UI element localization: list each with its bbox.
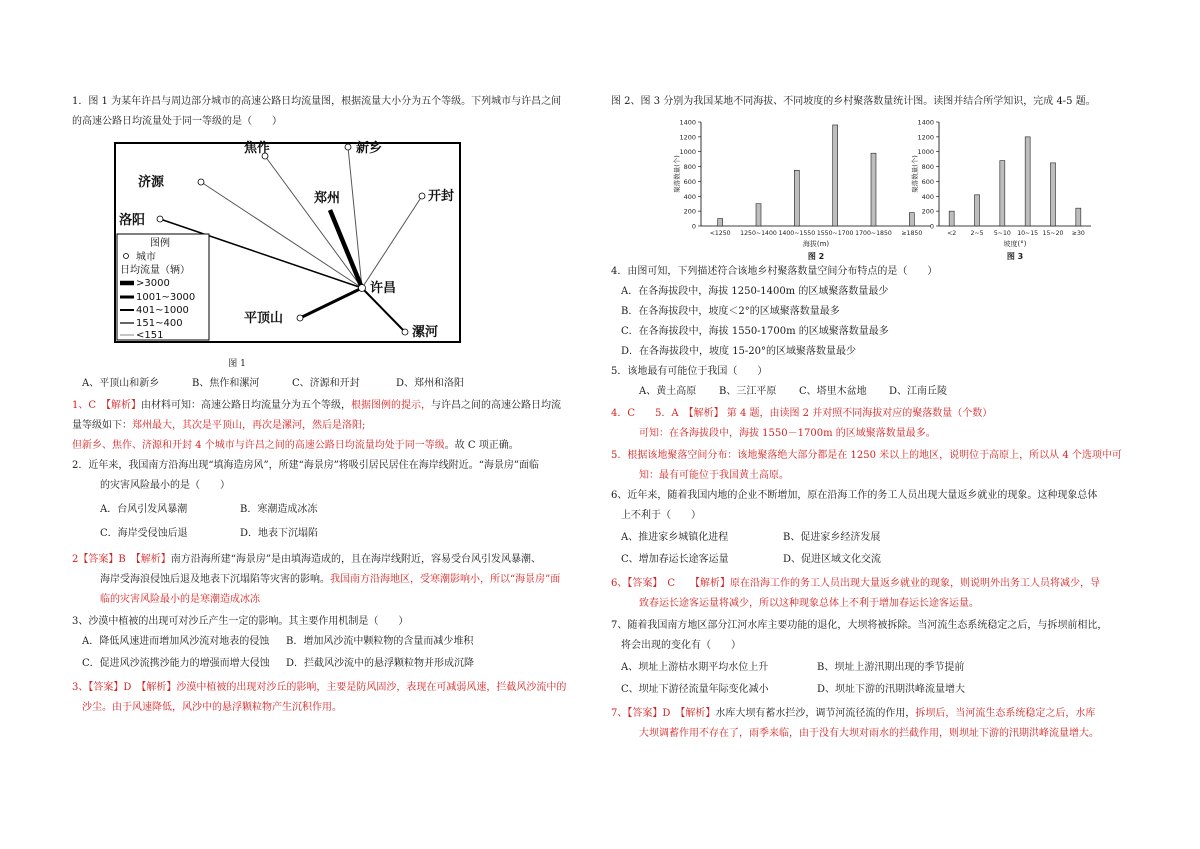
q5-option-b: B、三江平原 [719, 386, 777, 397]
a1-line1: 1、C 【解析】由材料可知：高速公路日均流量分为五个等级，根据图例的提示，与许昌之间的高速公路日均流 [72, 400, 562, 411]
x-tick-label: 5~10 [993, 230, 1011, 237]
figure-1-caption: 图 1 [228, 359, 246, 369]
q7-option-d: D、坝址下游的汛期洪峰流量增大 [817, 684, 966, 695]
x-tick-label: 2~5 [970, 230, 984, 237]
legend-city: 城市 [136, 252, 156, 263]
q3-option-c: C．促进风沙流携沙能力的增强而增大侵蚀 [82, 658, 270, 669]
city-marker-pingdingshan [297, 315, 303, 321]
q3-option-a: A．降低风速进而增加风沙流对地表的侵蚀 [82, 636, 270, 647]
city-marker-luohe [402, 329, 408, 335]
legend-level-4: 151~400 [136, 318, 183, 329]
q2-option-c: C．海岸受侵蚀后退 [100, 528, 188, 539]
q3-stem: 3、沙漠中植被的出现可对沙丘产生一定的影响。其主要作用机制是（ ） [72, 616, 409, 627]
chart-figure-3 [901, 114, 1101, 264]
q1-options [72, 374, 584, 394]
q3-options-row2 [72, 654, 584, 674]
y-axis-label: 聚落数量(个) [673, 155, 681, 193]
label-jiaozuo: 焦作 [244, 141, 271, 156]
q1-option-d: D、郑州和洛阳 [396, 378, 465, 389]
y-tick-label: 800 [921, 163, 934, 172]
bar [1076, 208, 1081, 226]
q2-option-a: A．台风引发风暴潮 [100, 504, 188, 515]
a6-line2: 致春运长途客运量将减少，所以这种现象总体上不利于增加春运长途客运量。 [639, 598, 979, 609]
bar [794, 170, 799, 226]
y-tick-label: 600 [683, 177, 696, 186]
legend-level-3: 401~1000 [136, 305, 189, 316]
label-zhengzhou: 郑州 [314, 191, 341, 206]
bar [975, 195, 980, 226]
q4-option-b: B．在各海拔段中，坡度＜2°的区域聚落数量最多 [621, 306, 840, 317]
label-xuchang: 许昌 [370, 281, 397, 296]
a2-line2: 海岸受海浪侵蚀后退及地表下沉塌陷等灾害的影响。我国南方沿海地区，受寒潮影响小，所以“海景房”面 [100, 574, 561, 585]
a6-line1: 6、【答案】 C 【解析】原在沿海工作的务工人员出现大量返乡就业的现象，则说明外出务工人员将减少，导 [611, 578, 1101, 589]
a1-line3: 但新乡、焦作、济源和开封 4 个城市与许昌之间的高速公路日均流量均处于同一等级。故 C 项正确。 [72, 440, 519, 451]
legend-level-5: <151 [136, 330, 164, 341]
q1-stem-line1: 1．图 1 为某年许昌与周边部分城市的高速公路日均流量图，根据流量大小分为五个等级。下列城市与许昌之间 [72, 96, 562, 107]
figure-1-map [72, 140, 584, 356]
x-tick-label: ≥30 [1071, 230, 1085, 237]
q2-stem-line2: 的灾害风险最小的是（ ） [100, 480, 230, 491]
y-tick-label: 200 [921, 207, 934, 216]
y-axis-label: 聚落数量(个) [911, 155, 919, 193]
x-tick-label: 1550~1700 [816, 230, 854, 237]
q6-option-c: C、增加春运长途客运量 [621, 554, 729, 565]
bar [871, 153, 876, 226]
label-luohe: 漯河 [412, 325, 439, 340]
x-tick-label: 1400~1550 [778, 230, 816, 237]
a45-line3: 5．根据该地聚落空间分布：该地聚落绝大部分都是在 1250 米以上的地区，说明位于高原上，所以从 4 个选项中可 [611, 450, 1122, 461]
label-jiyuan: 济源 [138, 175, 165, 190]
q4-option-d: D．在各海拔段中，坡度 15-20°的区域聚落数量最少 [621, 346, 857, 357]
a3-line2: 沙尘。由于风速降低，风沙中的悬浮颗粒物产生沉积作用。 [82, 702, 342, 713]
q1-option-b: B、焦作和漯河 [192, 378, 260, 389]
q2-option-b: B．寒潮造成冰冻 [240, 504, 318, 515]
label-pingdingshan: 平顶山 [244, 311, 284, 326]
q1-stem-line2: 的高速公路日均流量处于同一等级的是（ ） [72, 116, 282, 127]
q5-option-a: A、黄土高原 [639, 386, 697, 397]
y-tick-label: 400 [921, 192, 934, 201]
q2-stem-line1: 2．近年来，我国南方沿海出现“填海造房风”，所建“海景房”将吸引居民居住在海岸线附近。“海景房”面临 [72, 460, 540, 471]
q5-option-c: C、塔里木盆地 [799, 386, 867, 397]
q4-stem: 4．由图可知，下列描述符合该地乡村聚落数量空间分布特点的是（ ） [611, 266, 938, 277]
q3-options-row1 [72, 632, 584, 652]
q7-stem-line1: 7、随着我国南方地区部分江河水库主要功能的退化，大坝将被拆除。当河流生态系统稳定之后，与拆坝前相比， [611, 620, 1108, 631]
q2-options-row2 [72, 524, 584, 544]
y-tick-label: 0 [929, 222, 934, 231]
q7-option-c: C、坝址下游径流量年际变化减小 [621, 684, 769, 695]
charts-intro: 图 2、图 3 分别为我国某地不同海拔、不同坡度的乡村聚落数量统计图。读图并结合所学知识，完成 4-5 题。 [611, 96, 1096, 107]
bar [1051, 163, 1056, 226]
a45-line4: 知：最有可能位于我国黄土高原。 [639, 470, 789, 481]
q6-stem-line1: 6、近年来，随着我国内地的企业不断增加，原在沿海工作的务工人员出现大量返乡就业的现象。这种现象总体 [611, 490, 1098, 501]
y-tick-label: 600 [921, 177, 934, 186]
a3-line1: 3、【答案】D 【解析】沙漠中植被的出现对沙丘的影响，主要是防风固沙，表现在可减弱风速，拦截风沙流中的 [72, 682, 567, 693]
y-tick-label: 1200 [917, 133, 934, 142]
a1-line2: 量等级如下：郑州最大，其次是平顶山，再次是漯河，然后是洛阳; [72, 420, 366, 431]
q4-option-a: A．在各海拔段中，海拔 1250-1400m 的区域聚落数量最少 [621, 286, 889, 297]
a2-line1: 2【答案】B 【解析】南方沿海所建“海景房”是由填海造成的，且在海岸线附近，容易受台风引发风暴潮、 [72, 554, 541, 565]
y-tick-label: 200 [683, 207, 696, 216]
city-marker-kaifeng [419, 193, 425, 199]
city-marker-luoyang [157, 216, 163, 222]
chart-title: 图 3 [1006, 252, 1024, 261]
q6-option-b: B、促进家乡经济发展 [783, 532, 881, 543]
q6-stem-line2: 上不利于（ ） [621, 510, 701, 521]
bar [949, 211, 954, 226]
a45-line2: 可知：在各海拔段中，海拔 1550－1700m 的区域聚落数量最多。 [639, 428, 936, 439]
x-tick-label: <1250 [709, 230, 731, 237]
city-marker-xinxiang [345, 144, 351, 150]
y-tick-label: 400 [683, 192, 696, 201]
charts-area [611, 114, 1151, 262]
chart-title: 图 2 [807, 252, 825, 261]
bar [1025, 137, 1030, 226]
y-tick-label: 1200 [679, 133, 696, 142]
x-tick-label: ≥1850 [901, 230, 923, 237]
y-tick-label: 1400 [679, 118, 696, 127]
label-kaifeng: 开封 [428, 189, 455, 204]
q1-option-a: A、平顶山和新乡 [82, 378, 160, 389]
legend-level-2: 1001~3000 [136, 292, 196, 303]
q6-options-row1 [611, 528, 1151, 548]
q5-option-d: D、江南丘陵 [889, 386, 948, 397]
legend-level-1: >3000 [136, 278, 170, 289]
bar [1000, 161, 1005, 226]
y-tick-label: 800 [683, 163, 696, 172]
q7-option-a: A、坝址上游枯水期平均水位上升 [621, 662, 769, 673]
q2-options-row1 [72, 500, 584, 520]
y-tick-label: 1000 [917, 148, 934, 157]
a2-line3: 临的灾害风险最小的是寒潮造成冰冻 [100, 594, 260, 605]
q5-stem: 5．该地最有可能位于我国（ ） [611, 366, 768, 377]
q7-options-row2 [611, 680, 1151, 700]
q5-options [611, 382, 1151, 402]
q2-option-d: D．地表下沉塌陷 [240, 528, 319, 539]
bar [833, 125, 838, 226]
q7-options-row1 [611, 658, 1151, 678]
right-column [611, 92, 1151, 744]
x-axis-label: 海拔(m) [802, 240, 830, 248]
x-tick-label: 10~15 [1017, 230, 1039, 237]
x-tick-label: <2 [947, 230, 957, 237]
legend-flow-title: 日均流量（辆） [120, 265, 190, 276]
a7-line1: 7、【答案】D 【解析】水库大坝有蓄水拦沙，调节河流径流的作用，拆坝后，当河流生态系统稳定之后，水库 [611, 708, 1096, 719]
legend-city-marker [124, 254, 129, 259]
q1-option-c: C、济源和开封 [292, 378, 360, 389]
q4-option-c: C．在各海拔段中，海拔 1550-1700m 的区域聚落数量最多 [621, 326, 889, 337]
y-tick-label: 1000 [679, 148, 696, 157]
city-marker-xuchang [359, 285, 366, 292]
y-tick-label: 0 [691, 222, 696, 231]
map-svg [72, 140, 584, 356]
x-tick-label: 1700~1850 [855, 230, 892, 237]
bar [718, 219, 723, 226]
q6-option-d: D、促进区域文化交流 [783, 554, 882, 565]
q6-options-row2 [611, 550, 1151, 570]
x-axis-label: 坡度(°) [1003, 240, 1027, 248]
label-xinxiang: 新乡 [356, 141, 383, 156]
q6-option-a: A、推进家乡城镇化进程 [621, 532, 729, 543]
x-tick-label: 15~20 [1042, 230, 1064, 237]
bar [756, 204, 761, 226]
q7-stem-line2: 将会出现的变化有（ ） [621, 640, 741, 651]
a7-line2: 大坝调蓄作用不存在了，雨季来临，由于没有大坝对雨水的拦截作用，则坝址下游的汛期洪峰流量增大。 [639, 728, 1099, 739]
q3-option-b: B．增加风沙流中颗粒物的含量而减少堆积 [286, 636, 474, 647]
q3-option-d: D．拦截风沙流中的悬浮颗粒物并形成沉降 [286, 658, 475, 669]
x-tick-label: 1250~1400 [740, 230, 777, 237]
city-marker-jiyuan [198, 179, 204, 185]
a45-line1: 4．C 5．A 【解析】 第 4 题，由读图 2 并对照不同海拔对应的聚落数量（个数） [611, 408, 993, 419]
left-column [72, 92, 584, 718]
q7-option-b: B、坝址上游汛期出现的季节提前 [817, 662, 965, 673]
y-tick-label: 1400 [917, 118, 934, 127]
legend-title: 图例 [150, 238, 170, 249]
chart-figure-2 [661, 114, 941, 264]
label-luoyang: 洛阳 [119, 213, 146, 228]
